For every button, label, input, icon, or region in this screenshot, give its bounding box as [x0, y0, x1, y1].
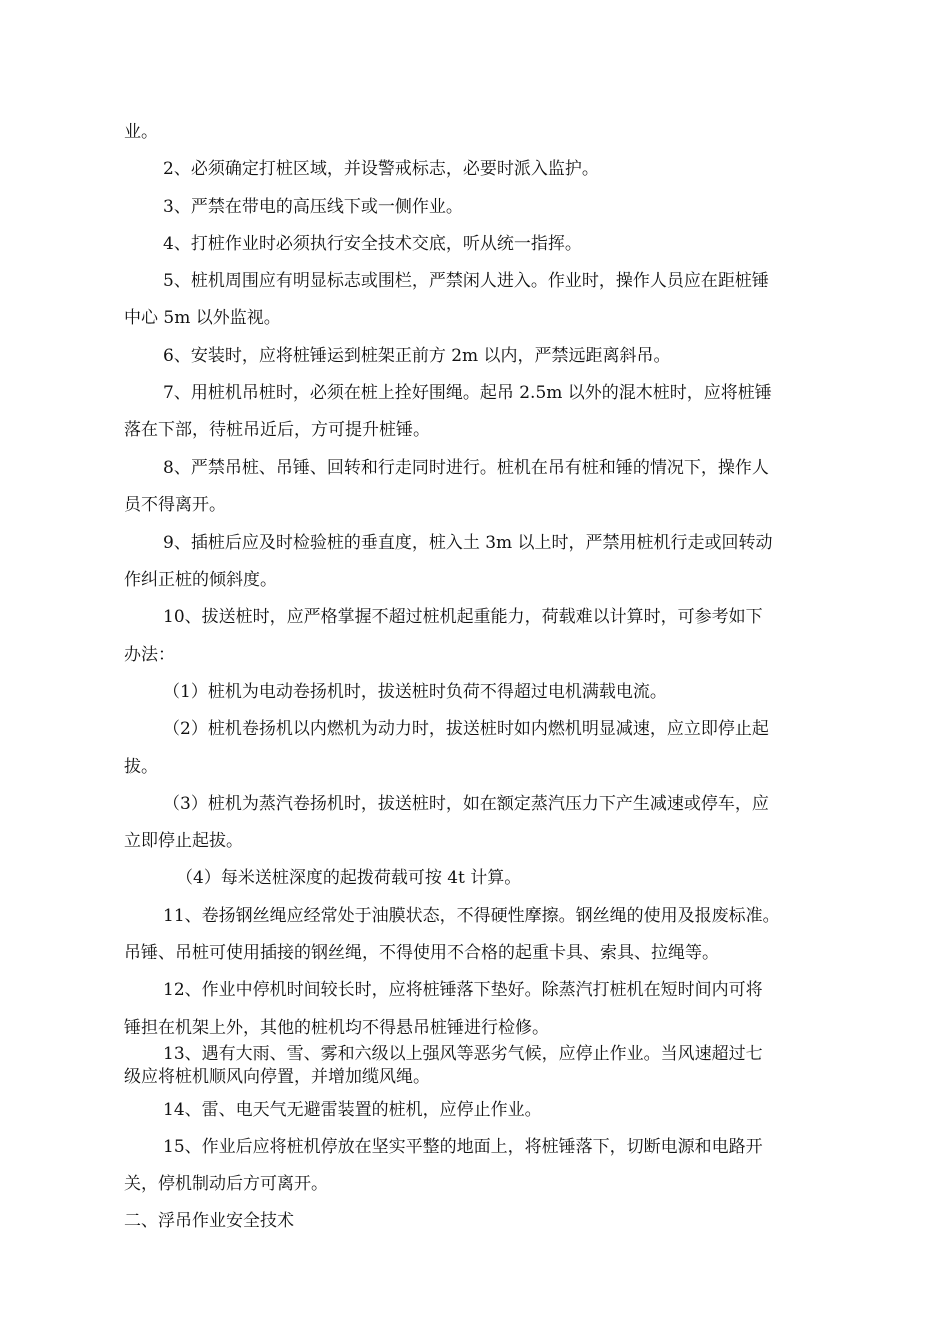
text-line: （2）桩机卷扬机以内燃机为动力时，拔送桩时如内燃机明显减速，应立即停止起	[163, 719, 769, 739]
text-line: 锤担在机架上外，其他的桩机均不得悬吊桩锤进行检修。	[124, 1018, 549, 1038]
text-line: 11、卷扬钢丝绳应经常处于油膜状态，不得硬性摩擦。钢丝绳的使用及报废标准。	[163, 906, 780, 926]
text-line: 中心 5m 以外监视。	[124, 308, 281, 328]
text-line: 7、用桩机吊桩时，必须在桩上拴好围绳。起吊 2.5m 以外的混木桩时，应将桩锤	[163, 383, 772, 403]
text-line: 落在下部，待桩吊近后，方可提升桩锤。	[124, 420, 430, 440]
text-line: 业。	[124, 122, 158, 142]
text-line: 13、遇有大雨、雪、雾和六级以上强风等恶劣气候，应停止作业。当风速超过七	[163, 1044, 763, 1064]
text-line: 2、必须确定打桩区域，并设警戒标志，必要时派入监护。	[163, 159, 599, 179]
text-line: 9、插桩后应及时检验桩的垂直度，桩入土 3m 以上时，严禁用桩机行走或回转动	[163, 533, 773, 553]
text-line: 关，停机制动后方可离开。	[124, 1174, 328, 1194]
text-line: 8、严禁吊桩、吊锤、回转和行走同时进行。桩机在吊有桩和锤的情况下，操作人	[163, 458, 769, 478]
text-line: 5、桩机周围应有明显标志或围栏，严禁闲人进入。作业时，操作人员应在距桩锤	[163, 271, 769, 291]
text-line: 6、安装时，应将桩锤运到桩架正前方 2m 以内，严禁远距离斜吊。	[163, 346, 671, 366]
text-line: 3、严禁在带电的高压线下或一侧作业。	[163, 197, 463, 217]
text-line: 拔。	[124, 757, 158, 777]
text-line: 吊锤、吊桩可使用插接的钢丝绳，不得使用不合格的起重卡具、索具、拉绳等。	[124, 943, 719, 963]
text-line: （4）每米送桩深度的起拨荷载可按 4t 计算。	[176, 868, 522, 888]
text-line: 14、雷、电天气无避雷装置的桩机，应停止作业。	[163, 1100, 542, 1120]
text-line: 办法：	[124, 645, 175, 665]
text-line: 立即停止起拔。	[124, 831, 243, 851]
text-line: 员不得离开。	[124, 495, 226, 515]
text-line: 10、拔送桩时，应严格掌握不超过桩机起重能力，荷载难以计算时，可参考如下	[163, 607, 763, 627]
section-heading: 二、浮吊作业安全技术	[124, 1211, 294, 1231]
text-line: 15、作业后应将桩机停放在坚实平整的地面上，将桩锤落下，切断电源和电路开	[163, 1137, 763, 1157]
text-line: （1）桩机为电动卷扬机时，拔送桩时负荷不得超过电机满载电流。	[163, 682, 667, 702]
text-line: 4、打桩作业时必须执行安全技术交底，听从统一指挥。	[163, 234, 582, 254]
text-line: （3）桩机为蒸汽卷扬机时，拔送桩时，如在额定蒸汽压力下产生减速或停车，应	[163, 794, 769, 814]
text-line: 作纠正桩的倾斜度。	[124, 570, 277, 590]
text-line: 12、作业中停机时间较长时，应将桩锤落下垫好。除蒸汽打桩机在短时间内可将	[163, 980, 763, 1000]
text-line: 级应将桩机顺风向停置，并增加缆风绳。	[124, 1067, 430, 1087]
